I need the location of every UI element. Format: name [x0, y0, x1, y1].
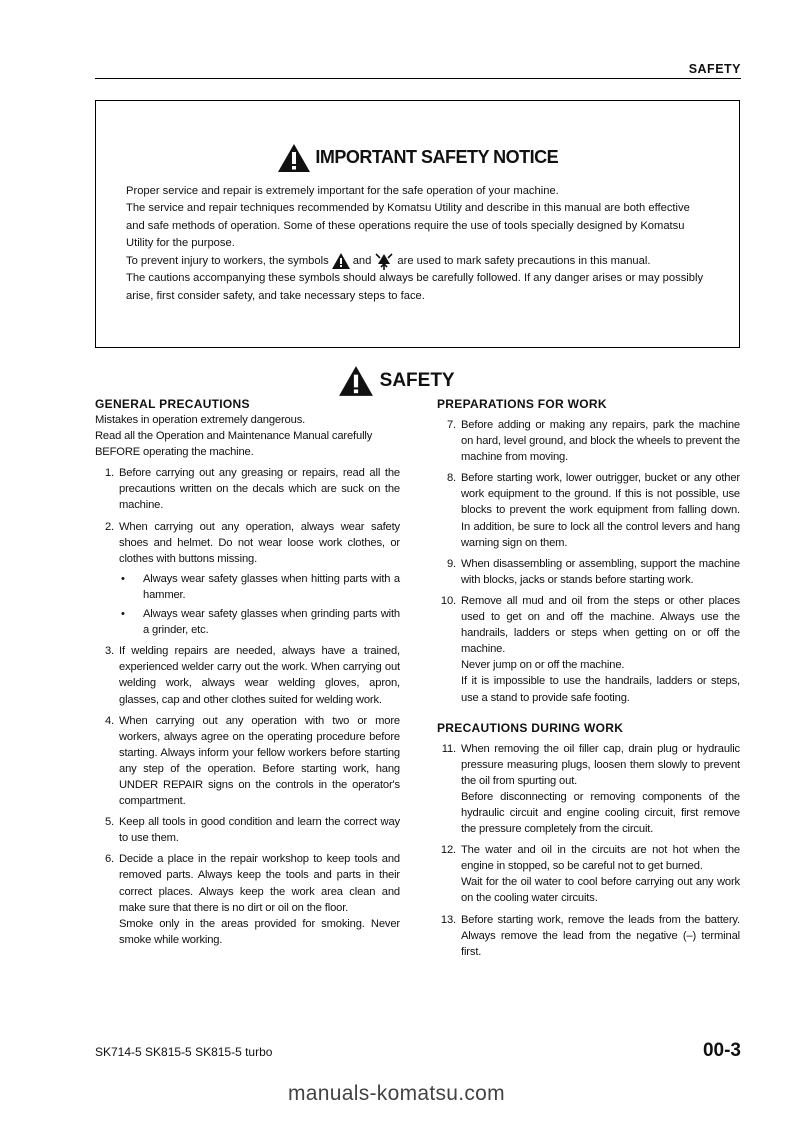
during-work-heading: PRECAUTIONS DURING WORK	[437, 720, 624, 735]
symbols-text: To prevent injury to workers, the symbols	[126, 255, 329, 268]
warning-triangle-icon	[332, 253, 350, 269]
item-extra: Smoke only in the areas provided for smoking. Never smoke while working.	[119, 917, 400, 946]
footer-models: SK714-5 SK815-5 SK815-5 turbo	[95, 1045, 273, 1059]
list-item	[95, 713, 400, 810]
list-item	[437, 417, 740, 465]
right-column	[437, 396, 740, 960]
item-number: 7.	[446, 419, 456, 431]
item-number: 8.	[446, 472, 456, 485]
list-item	[437, 741, 740, 838]
header-rule	[95, 78, 741, 79]
watermark: manuals-komatsu.com	[288, 1082, 505, 1105]
list-item	[437, 593, 740, 706]
notice-body	[126, 183, 711, 305]
item-number: 2.	[104, 520, 114, 533]
safety-title-text: SAFETY	[379, 370, 455, 392]
important-safety-notice-box	[95, 100, 740, 348]
item-number: 4.	[104, 714, 114, 727]
danger-starburst-icon	[374, 252, 394, 270]
item-extra: Wait for the oil water to cool before carrying out any work on the cooling water circuits.	[461, 876, 740, 905]
symbols-and: and	[352, 255, 372, 268]
list-item	[437, 912, 740, 960]
list-item	[95, 851, 400, 948]
safety-title	[0, 365, 793, 397]
list-item	[437, 556, 740, 588]
item-number: 6.	[104, 853, 114, 866]
item-text: Before starting work, remove the leads from the battery. Always remove the lead from the negative (–) terminal first.	[461, 913, 740, 958]
item-text: Before adding or making any repairs, park the machine on hard, level ground, and block the wheels to prevent the machine from moving.	[461, 419, 740, 464]
bullet-text: Always wear safety glasses when grinding parts with a grinder, etc.	[143, 608, 400, 637]
notice-title-text: IMPORTANT SAFETY NOTICE	[315, 146, 559, 167]
item-text: The water and oil in the circuits are not hot when the engine in stopped, so be careful not to get burned.	[461, 844, 740, 873]
notice-paragraph: Proper service and repair is extremely important for the safe operation of your machine.	[126, 185, 559, 197]
item-number: 10.	[440, 594, 456, 607]
item-text: When disassembling or assembling, support the machine with blocks, jacks or stands before starting work.	[461, 557, 740, 586]
item-text: When carrying out any operation with two or more workers, always agree on the operating procedure before starting. Always inform your fellow workers before starting any step of the operation. Before starting work, hang UNDER REPAIR signs on the controls in the operator's compartment.	[119, 714, 400, 808]
item-number: 9.	[446, 557, 456, 570]
item-text: Decide a place in the repair workshop to keep tools and removed parts. Always keep the tools and parts in their correct places. Always keep the work area clean and make sure that there is no dirt or oil on the floor.	[119, 853, 400, 914]
item-text: When removing the oil filler cap, drain plug or hydraulic pressure measuring plugs, loosen them slowly to prevent the oil from spurting out.	[461, 742, 740, 787]
item-number: 13.	[440, 913, 456, 926]
item-number: 11.	[441, 742, 456, 755]
page-number: 00-3	[702, 1040, 741, 1061]
item-text: If welding repairs are needed, always have a trained, experienced welder carry out the work. When carrying out welding work, always wear welding gloves, apron, glasses, cap and other clothes suited for welding work.	[119, 645, 400, 706]
general-intro: Mistakes in operation extremely dangerous.	[95, 414, 306, 426]
item-extra: If it is impossible to use the handrails, ladders or steps, use a stand to provide safe footing.	[461, 675, 740, 704]
item-extra: Before disconnecting or removing components of the hydraulic circuit and engine cooling circuit, first remove the pressure completely from the circuit.	[461, 790, 740, 836]
list-item	[437, 842, 740, 906]
item-number: 5.	[104, 816, 114, 829]
item-text: Remove all mud and oil from the steps or other places used to get on and off the machine. Always use the handrails, ladders or steps when getting on or off the machine.	[461, 594, 740, 656]
item-number: 12.	[440, 844, 456, 857]
item-text: Before carrying out any greasing or repairs, read all the precautions written on the decals which are suck on the machine.	[119, 467, 400, 512]
item-extra: Never jump on or off the machine.	[461, 659, 625, 672]
bullet-item: • Always wear safety glasses when grinding parts with a grinder, etc.	[121, 608, 400, 637]
item-text: When carrying out any operation, always wear safety shoes and helmet. Do not wear loose work clothes, or clothes with buttons missing.	[119, 520, 400, 565]
notice-title	[96, 143, 739, 173]
list-item	[95, 643, 400, 707]
list-item	[437, 470, 740, 550]
list-item	[95, 465, 400, 513]
preparations-list	[437, 417, 740, 706]
bullet-text: Always wear safety glasses when hitting parts with a hammer.	[143, 572, 400, 601]
notice-symbols-line	[126, 252, 711, 270]
item-text: Before starting work, lower outrigger, bucket or any other work equipment to the ground. If this is not possible, use blocks to prevent the work equipment from falling down. In addition, be sure to lock all the control levers and hang warning sign on them.	[461, 472, 740, 549]
bullet-item: • Always wear safety glasses when hitting parts with a hammer.	[121, 572, 400, 601]
warning-triangle-icon	[277, 143, 311, 173]
general-precautions-list	[95, 465, 400, 948]
general-intro: Read all the Operation and Maintenance Manual carefully BEFORE operating the machine.	[95, 430, 373, 459]
list-item	[95, 519, 400, 639]
item-number: 3.	[104, 645, 114, 658]
section-header: SAFETY	[688, 62, 741, 76]
during-work-list	[437, 741, 740, 960]
list-item	[95, 814, 400, 846]
item-text: Keep all tools in good condition and learn the correct way to use them.	[119, 816, 400, 845]
notice-closing: The cautions accompanying these symbols should always be carefully followed. If any danger arises or may possibly arise, first consider safety, and take necessary steps to face.	[126, 272, 704, 302]
item-number: 1.	[104, 467, 114, 480]
notice-paragraph: The service and repair techniques recommended by Komatsu Utility and describe in this manual are both effective and safe methods of operation. Some of these operations require the use of tools specially designed by Komatsu Utility for the purpose.	[126, 202, 690, 249]
bullet-list	[119, 571, 400, 638]
preparations-heading: PREPARATIONS FOR WORK	[437, 397, 607, 411]
symbols-text: are used to mark safety precautions in this manual.	[397, 255, 651, 268]
general-precautions-heading: GENERAL PRECAUTIONS	[95, 397, 250, 411]
warning-triangle-icon	[338, 365, 374, 397]
left-column	[95, 396, 400, 948]
